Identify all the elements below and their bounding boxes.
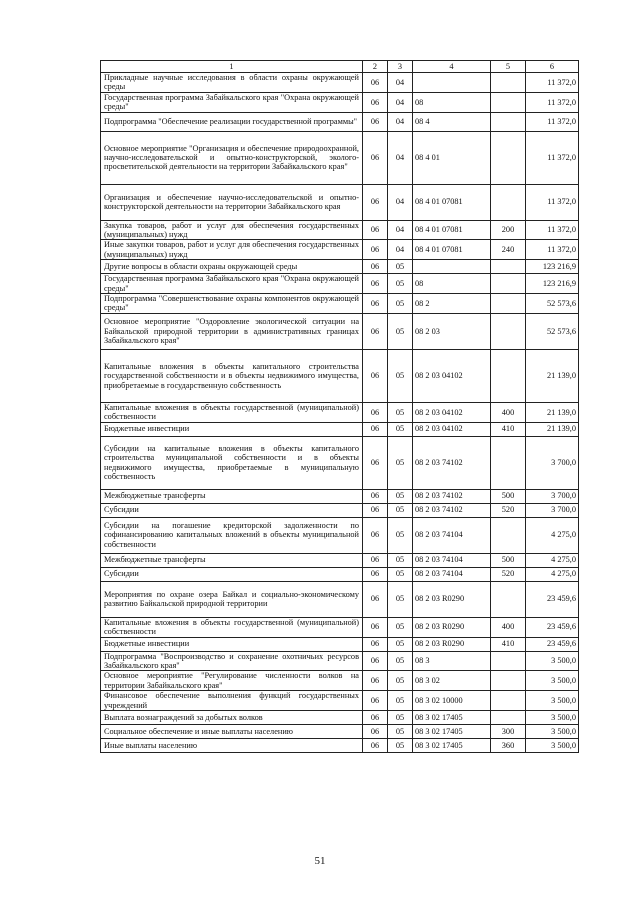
- row-target-article: 08 2 03 R0290: [413, 637, 491, 651]
- row-expense-type: [491, 313, 526, 349]
- row-name: Межбюджетные трансферты: [101, 489, 363, 503]
- row-amount: 4 275,0: [526, 567, 579, 581]
- row-target-article: 08 2 03: [413, 313, 491, 349]
- row-subsection-code: 05: [388, 651, 413, 671]
- row-section-code: 06: [363, 274, 388, 294]
- row-expense-type: [491, 260, 526, 274]
- table-row: [101, 260, 579, 274]
- row-subsection-code: 05: [388, 436, 413, 489]
- row-subsection-code: 05: [388, 581, 413, 617]
- row-name: Основное мероприятие "Оздоровление экологической ситуации на Байкальской природной территории в административных границах Забайкальского края": [101, 313, 363, 349]
- row-expense-type: [491, 651, 526, 671]
- row-section-code: 06: [363, 517, 388, 553]
- row-section-code: 06: [363, 73, 388, 93]
- row-name: Субсидии: [101, 503, 363, 517]
- row-section-code: 06: [363, 436, 388, 489]
- row-section-code: 06: [363, 402, 388, 422]
- row-subsection-code: 05: [388, 567, 413, 581]
- row-amount: 11 372,0: [526, 92, 579, 112]
- row-amount: 4 275,0: [526, 517, 579, 553]
- row-subsection-code: 05: [388, 349, 413, 402]
- row-target-article: 08 3 02 17405: [413, 738, 491, 752]
- row-expense-type: 500: [491, 489, 526, 503]
- table-row: [101, 313, 579, 349]
- row-target-article: 08 4 01 07081: [413, 184, 491, 220]
- table-row: [101, 691, 579, 711]
- row-subsection-code: 05: [388, 422, 413, 436]
- row-section-code: 06: [363, 131, 388, 184]
- row-name: Организация и обеспечение научно-исследовательской и опытно-конструкторской деятельности на территории Забайкальского края: [101, 184, 363, 220]
- row-subsection-code: 05: [388, 710, 413, 724]
- row-subsection-code: 04: [388, 220, 413, 240]
- row-expense-type: [491, 274, 526, 294]
- row-subsection-code: 04: [388, 131, 413, 184]
- row-section-code: 06: [363, 581, 388, 617]
- table-row: [101, 220, 579, 240]
- row-section-code: 06: [363, 220, 388, 240]
- column-header: 4: [413, 61, 491, 73]
- row-name: Бюджетные инвестиции: [101, 637, 363, 651]
- row-section-code: 06: [363, 617, 388, 637]
- row-section-code: 06: [363, 112, 388, 131]
- row-name: Закупка товаров, работ и услуг для обеспечения государственных (муниципальных) нужд: [101, 220, 363, 240]
- row-subsection-code: 05: [388, 503, 413, 517]
- row-expense-type: [491, 691, 526, 711]
- row-subsection-code: 05: [388, 553, 413, 567]
- row-expense-type: [491, 671, 526, 691]
- row-amount: 21 139,0: [526, 422, 579, 436]
- row-amount: 52 573,6: [526, 313, 579, 349]
- row-expense-type: [491, 112, 526, 131]
- row-name: Основное мероприятие "Регулирование численности волков на территории Забайкальского края": [101, 671, 363, 691]
- row-subsection-code: 05: [388, 738, 413, 752]
- table-row: [101, 617, 579, 637]
- row-amount: 3 500,0: [526, 738, 579, 752]
- row-section-code: 06: [363, 724, 388, 738]
- row-section-code: 06: [363, 567, 388, 581]
- row-name: Мероприятия по охране озера Байкал и социально-экономическому развитию Байкальской природной территории: [101, 581, 363, 617]
- row-amount: 3 700,0: [526, 436, 579, 489]
- row-expense-type: [491, 517, 526, 553]
- row-target-article: [413, 260, 491, 274]
- table-row: [101, 73, 579, 93]
- row-subsection-code: 04: [388, 73, 413, 93]
- row-amount: 23 459,6: [526, 617, 579, 637]
- row-amount: 3 500,0: [526, 724, 579, 738]
- row-name: Выплата вознаграждений за добытых волков: [101, 710, 363, 724]
- row-target-article: 08 4: [413, 112, 491, 131]
- row-target-article: 08 2 03 74102: [413, 489, 491, 503]
- row-name: Субсидии на погашение кредиторской задолженности по софинансированию капитальных вложений в объекты муниципальной собственности: [101, 517, 363, 553]
- row-target-article: 08 2 03 04102: [413, 422, 491, 436]
- row-amount: 3 500,0: [526, 651, 579, 671]
- row-expense-type: 410: [491, 422, 526, 436]
- row-amount: 3 700,0: [526, 489, 579, 503]
- row-expense-type: 400: [491, 402, 526, 422]
- row-target-article: 08 3 02 17405: [413, 710, 491, 724]
- row-target-article: 08 4 01 07081: [413, 220, 491, 240]
- row-section-code: 06: [363, 349, 388, 402]
- row-target-article: 08 4 01: [413, 131, 491, 184]
- row-section-code: 06: [363, 313, 388, 349]
- row-amount: 123 216,9: [526, 260, 579, 274]
- row-name: Основное мероприятие "Организация и обеспечение природоохранной, научно-исследовательской и опытно-конструкторской, эколого-просветительской деятельности на территории Забайкальского края": [101, 131, 363, 184]
- row-subsection-code: 05: [388, 671, 413, 691]
- table-row: [101, 724, 579, 738]
- table-row: [101, 671, 579, 691]
- row-expense-type: 300: [491, 724, 526, 738]
- table-row: [101, 581, 579, 617]
- row-name: Подпрограмма "Совершенствование охраны компонентов окружающей среды": [101, 294, 363, 314]
- row-subsection-code: 04: [388, 240, 413, 260]
- header-row: [101, 61, 579, 73]
- row-subsection-code: 05: [388, 260, 413, 274]
- row-section-code: 06: [363, 489, 388, 503]
- row-name: Субсидии: [101, 567, 363, 581]
- row-expense-type: 500: [491, 553, 526, 567]
- row-target-article: 08 2 03 04102: [413, 349, 491, 402]
- row-name: Капитальные вложения в объекты государственной (муниципальной) собственности: [101, 617, 363, 637]
- row-section-code: 06: [363, 710, 388, 724]
- row-amount: 3 500,0: [526, 691, 579, 711]
- row-section-code: 06: [363, 294, 388, 314]
- row-amount: 11 372,0: [526, 131, 579, 184]
- row-section-code: 06: [363, 691, 388, 711]
- table-row: [101, 553, 579, 567]
- row-expense-type: 200: [491, 220, 526, 240]
- row-amount: 3 500,0: [526, 671, 579, 691]
- row-section-code: 06: [363, 422, 388, 436]
- table-row: [101, 294, 579, 314]
- row-expense-type: [491, 710, 526, 724]
- row-section-code: 06: [363, 260, 388, 274]
- row-expense-type: 410: [491, 637, 526, 651]
- table-row: [101, 489, 579, 503]
- row-target-article: 08 4 01 07081: [413, 240, 491, 260]
- row-amount: 11 372,0: [526, 240, 579, 260]
- row-section-code: 06: [363, 651, 388, 671]
- column-header: 2: [363, 61, 388, 73]
- row-expense-type: [491, 294, 526, 314]
- table-row: [101, 651, 579, 671]
- row-expense-type: 400: [491, 617, 526, 637]
- row-target-article: 08 3 02 10000: [413, 691, 491, 711]
- row-amount: 11 372,0: [526, 220, 579, 240]
- row-name: Капитальные вложения в объекты капитального строительства государственной собственности и в объекты недвижимого имущества, приобретаемые в государственную собственность: [101, 349, 363, 402]
- column-header: 6: [526, 61, 579, 73]
- row-name: Субсидии на капитальные вложения в объекты капитального строительства муниципальной собственности и в объекты недвижимого имущества, приобретаемые в муниципальную собственность: [101, 436, 363, 489]
- row-target-article: [413, 73, 491, 93]
- row-target-article: 08 3 02 17405: [413, 724, 491, 738]
- row-target-article: 08 2: [413, 294, 491, 314]
- row-name: Финансовое обеспечение выполнения функций государственных учреждений: [101, 691, 363, 711]
- table-row: [101, 738, 579, 752]
- row-amount: 11 372,0: [526, 184, 579, 220]
- row-expense-type: [491, 581, 526, 617]
- row-section-code: 06: [363, 503, 388, 517]
- row-subsection-code: 05: [388, 724, 413, 738]
- row-section-code: 06: [363, 553, 388, 567]
- row-expense-type: 240: [491, 240, 526, 260]
- row-name: Межбюджетные трансферты: [101, 553, 363, 567]
- row-subsection-code: 04: [388, 184, 413, 220]
- table-row: [101, 710, 579, 724]
- row-name: Капитальные вложения в объекты государственной (муниципальной) собственности: [101, 402, 363, 422]
- row-target-article: 08 2 03 74102: [413, 436, 491, 489]
- row-expense-type: 520: [491, 567, 526, 581]
- row-target-article: 08 2 03 74104: [413, 567, 491, 581]
- row-amount: 123 216,9: [526, 274, 579, 294]
- row-name: Социальное обеспечение и иные выплаты населению: [101, 724, 363, 738]
- row-subsection-code: 05: [388, 294, 413, 314]
- row-target-article: 08 2 03 74104: [413, 517, 491, 553]
- row-expense-type: 520: [491, 503, 526, 517]
- row-subsection-code: 05: [388, 402, 413, 422]
- row-section-code: 06: [363, 92, 388, 112]
- row-expense-type: [491, 73, 526, 93]
- row-target-article: 08 2 03 R0290: [413, 581, 491, 617]
- table-body: [101, 61, 579, 753]
- row-subsection-code: 05: [388, 617, 413, 637]
- row-amount: 11 372,0: [526, 73, 579, 93]
- row-amount: 3 700,0: [526, 503, 579, 517]
- row-target-article: 08 2 03 74102: [413, 503, 491, 517]
- row-section-code: 06: [363, 637, 388, 651]
- row-amount: 21 139,0: [526, 402, 579, 422]
- row-name: Прикладные научные исследования в области охраны окружающей среды: [101, 73, 363, 93]
- row-name: Другие вопросы в области охраны окружающей среды: [101, 260, 363, 274]
- table-row: [101, 637, 579, 651]
- table-row: [101, 349, 579, 402]
- row-subsection-code: 05: [388, 637, 413, 651]
- row-subsection-code: 05: [388, 691, 413, 711]
- row-subsection-code: 05: [388, 313, 413, 349]
- row-target-article: 08 3: [413, 651, 491, 671]
- table-row: [101, 240, 579, 260]
- row-amount: 3 500,0: [526, 710, 579, 724]
- table-row: [101, 517, 579, 553]
- row-name: Бюджетные инвестиции: [101, 422, 363, 436]
- row-expense-type: [491, 184, 526, 220]
- row-target-article: 08: [413, 274, 491, 294]
- row-section-code: 06: [363, 671, 388, 691]
- row-name: Государственная программа Забайкальского края "Охрана окружающей среды": [101, 274, 363, 294]
- row-amount: 11 372,0: [526, 112, 579, 131]
- row-subsection-code: 04: [388, 112, 413, 131]
- column-header: 1: [101, 61, 363, 73]
- row-amount: 21 139,0: [526, 349, 579, 402]
- row-subsection-code: 05: [388, 274, 413, 294]
- row-name: Государственная программа Забайкальского края "Охрана окружающей среды": [101, 92, 363, 112]
- row-name: Иные закупки товаров, работ и услуг для обеспечения государственных (муниципальных) нужд: [101, 240, 363, 260]
- row-target-article: 08 2 03 04102: [413, 402, 491, 422]
- column-header: 5: [491, 61, 526, 73]
- table-row: [101, 422, 579, 436]
- row-expense-type: [491, 131, 526, 184]
- table-row: [101, 112, 579, 131]
- row-name: Иные выплаты населению: [101, 738, 363, 752]
- row-section-code: 06: [363, 738, 388, 752]
- table-row: [101, 184, 579, 220]
- row-amount: 52 573,6: [526, 294, 579, 314]
- row-expense-type: [491, 436, 526, 489]
- row-name: Подпрограмма "Воспроизводство и сохранение охотничьих ресурсов Забайкальского края": [101, 651, 363, 671]
- row-amount: 23 459,6: [526, 581, 579, 617]
- table-row: [101, 274, 579, 294]
- row-expense-type: [491, 349, 526, 402]
- column-header: 3: [388, 61, 413, 73]
- table-row: [101, 402, 579, 422]
- table-row: [101, 92, 579, 112]
- row-section-code: 06: [363, 184, 388, 220]
- row-target-article: 08 2 03 R0290: [413, 617, 491, 637]
- row-amount: 23 459,6: [526, 637, 579, 651]
- row-expense-type: [491, 92, 526, 112]
- row-target-article: 08 2 03 74104: [413, 553, 491, 567]
- row-target-article: 08 3 02: [413, 671, 491, 691]
- row-target-article: 08: [413, 92, 491, 112]
- table-row: [101, 436, 579, 489]
- table-row: [101, 567, 579, 581]
- row-name: Подпрограмма "Обеспечение реализации государственной программы": [101, 112, 363, 131]
- row-subsection-code: 04: [388, 92, 413, 112]
- row-subsection-code: 05: [388, 517, 413, 553]
- row-subsection-code: 05: [388, 489, 413, 503]
- table-row: [101, 503, 579, 517]
- budget-table: [100, 60, 579, 753]
- row-amount: 4 275,0: [526, 553, 579, 567]
- row-expense-type: 360: [491, 738, 526, 752]
- page-number: 51: [314, 855, 326, 867]
- table-row: [101, 131, 579, 184]
- row-section-code: 06: [363, 240, 388, 260]
